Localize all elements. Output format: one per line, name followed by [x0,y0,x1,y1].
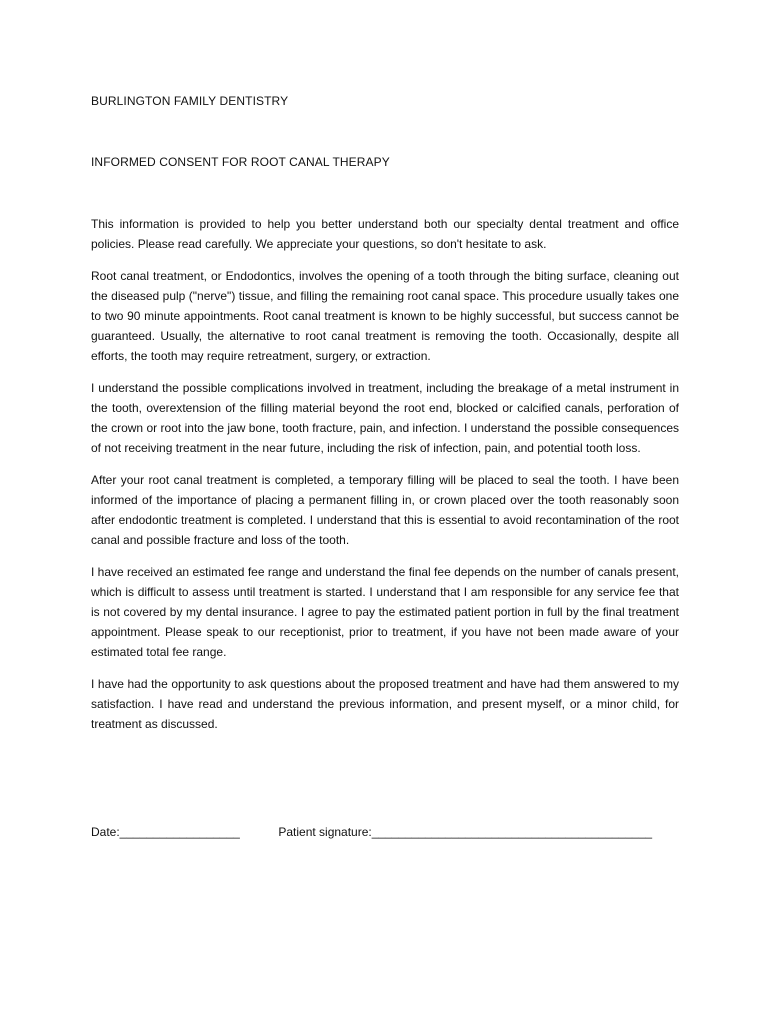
practice-name: BURLINGTON FAMILY DENTISTRY [91,94,289,108]
form-title: INFORMED CONSENT FOR ROOT CANAL THERAPY [91,155,390,169]
paragraph-fees: I have received an estimated fee range and understand the final fee depends on the number of canals present, which is difficult to assess until treatment is started. I understand that I am responsible for any service fee that is not covered by my dental insurance. I agree to pay the estimated patient portion in full by the final treatment appointment. Please speak to our receptionist, prior to treatment, if you have not been made aware of your estimated total fee range. [91,565,679,659]
paragraph-acknowledgement: I have had the opportunity to ask questions about the proposed treatment and have had them answered to my satisfaction. I have read and understand the previous information, and present myself, or a minor child, for treatment as discussed. [91,677,679,731]
consent-body [91,214,679,734]
paragraph-introduction: This information is provided to help you better understand both our specialty dental treatment and office policies. Please read carefully. We appreciate your questions, so don't hesitate to ask. [91,217,679,251]
paragraph-complications: I understand the possible complications involved in treatment, including the breakage of a metal instrument in the tooth, overextension of the filling material beyond the root end, blocked or calcified canals, perforation of the crown or root into the jaw bone, tooth fracture, pain, and infection. I understand the possible consequences of not receiving treatment in the near future, including the risk of infection, pain, and potential tooth loss. [91,381,679,455]
paragraph-aftercare: After your root canal treatment is completed, a temporary filling will be placed to seal the tooth. I have been informed of the importance of placing a permanent filling in, or crown placed over the tooth reasonably soon after endodontic treatment is completed. I understand that this is essential to avoid recontamination of the root canal and possible fracture and loss of the tooth. [91,473,679,547]
signature-block [91,825,652,839]
paragraph-procedure: Root canal treatment, or Endodontics, involves the opening of a tooth through the biting surface, cleaning out the diseased pulp ("nerve") tissue, and filling the remaining root canal space. This procedure usually takes one to two 90 minute appointments. Root canal treatment is known to be highly successful, but success cannot be guaranteed. Usually, the alternative to root canal treatment is removing the tooth. Occasionally, despite all efforts, the tooth may require retreatment, surgery, or extraction. [91,269,679,363]
date-field[interactable]: Date:__________________ [91,825,240,839]
patient-signature-field[interactable]: Patient signature:__________________________________________ [278,825,653,839]
